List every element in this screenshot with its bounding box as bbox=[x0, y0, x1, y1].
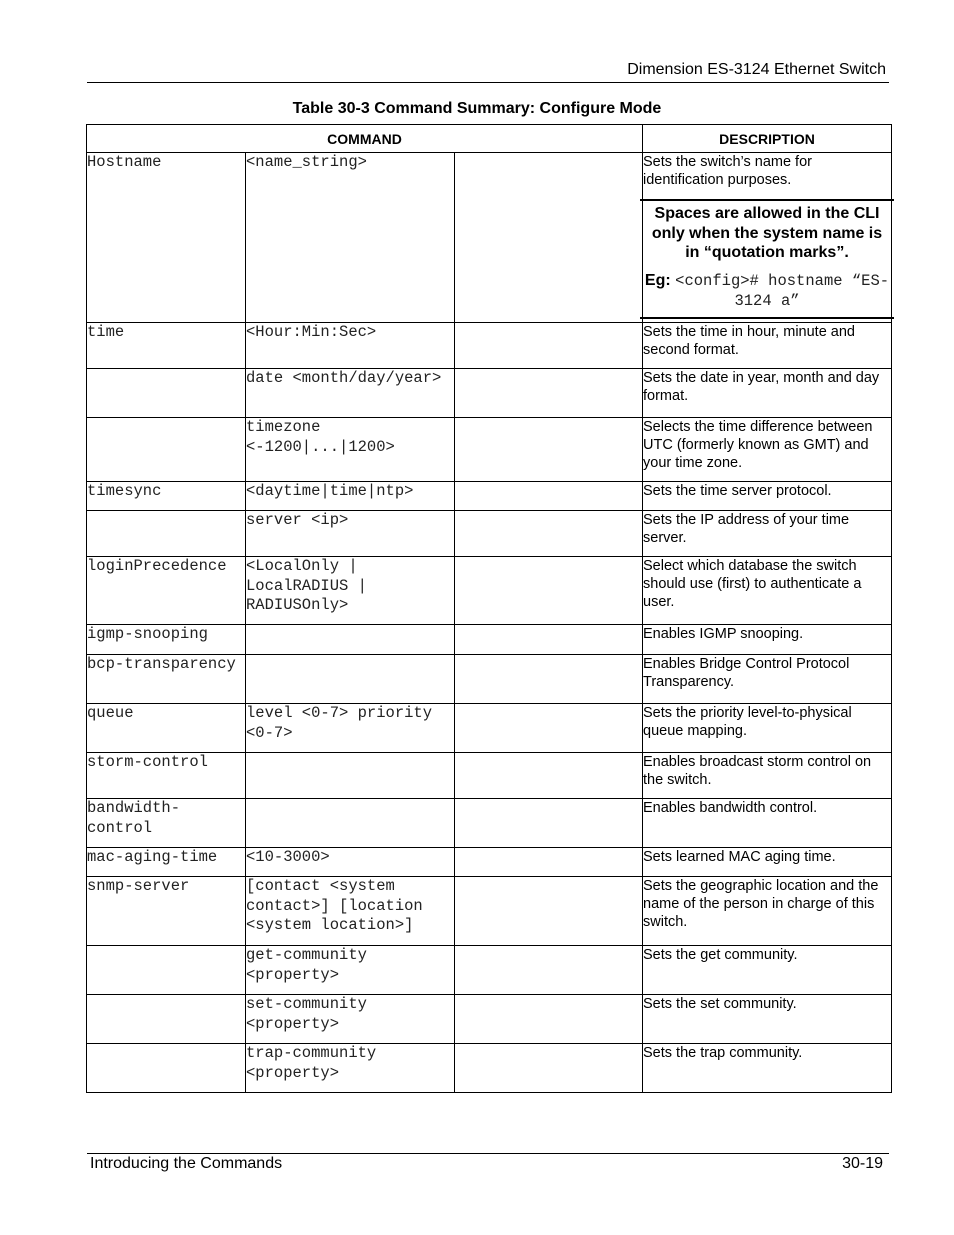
table-row bbox=[87, 625, 892, 655]
extra-cell bbox=[455, 1044, 643, 1093]
argument-cell: get-community <property> bbox=[246, 946, 455, 995]
extra-cell bbox=[455, 482, 643, 511]
command-cell: bandwidth-control bbox=[87, 799, 246, 848]
extra-cell bbox=[455, 946, 643, 995]
table-row bbox=[87, 704, 892, 753]
extra-cell bbox=[455, 557, 643, 625]
description-cell: Enables bandwidth control. bbox=[643, 799, 892, 848]
note-example-code: <config># hostname “ES-3124 a” bbox=[675, 271, 890, 310]
description-cell: Sets the IP address of your time server. bbox=[643, 511, 892, 557]
footer-rule bbox=[87, 1153, 889, 1154]
description-column-header: DESCRIPTION bbox=[643, 125, 892, 153]
description-cell: Select which database the switch should use (first) to authenticate a user. bbox=[643, 557, 892, 625]
argument-cell: <10-3000> bbox=[246, 848, 455, 877]
command-cell bbox=[87, 511, 246, 557]
note-box bbox=[640, 199, 894, 319]
note-example-label: Eg: bbox=[644, 271, 671, 289]
extra-cell bbox=[455, 848, 643, 877]
argument-cell: level <0-7> priority <0-7> bbox=[246, 704, 455, 753]
description-cell: Sets the trap community. bbox=[643, 1044, 892, 1093]
table-row bbox=[87, 369, 892, 418]
table-header-row bbox=[87, 125, 892, 153]
extra-cell bbox=[455, 369, 643, 418]
table-row bbox=[87, 946, 892, 995]
description-text: Sets the switch’s name for identification purposes. bbox=[643, 154, 812, 188]
description-cell: Selects the time difference between UTC (formerly known as GMT) and your time zone. bbox=[643, 418, 892, 482]
extra-cell bbox=[455, 704, 643, 753]
argument-cell bbox=[246, 799, 455, 848]
description-cell: Sets the time server protocol. bbox=[643, 482, 892, 511]
extra-cell bbox=[455, 511, 643, 557]
command-cell: storm-control bbox=[87, 753, 246, 799]
description-cell: Sets the time in hour, minute and second format. bbox=[643, 323, 892, 369]
argument-cell: <name_string> bbox=[246, 153, 455, 323]
command-cell bbox=[87, 995, 246, 1044]
description-cell: Sets the geographic location and the name of the person in charge of this switch. bbox=[643, 877, 892, 946]
command-cell: Hostname bbox=[87, 153, 246, 323]
argument-cell: timezone <-1200|...|1200> bbox=[246, 418, 455, 482]
argument-cell bbox=[246, 625, 455, 655]
argument-cell: [contact <system contact>] [location <system location>] bbox=[246, 877, 455, 946]
command-cell: loginPrecedence bbox=[87, 557, 246, 625]
extra-cell bbox=[455, 799, 643, 848]
argument-cell: <LocalOnly | LocalRADIUS | RADIUSOnly> bbox=[246, 557, 455, 625]
argument-cell: set-community <property> bbox=[246, 995, 455, 1044]
table-row bbox=[87, 511, 892, 557]
footer-section-title: Introducing the Commands bbox=[90, 1155, 283, 1172]
command-cell: bcp-transparency bbox=[87, 655, 246, 704]
description-cell: Sets the priority level-to-physical queue mapping. bbox=[643, 704, 892, 753]
command-column-header: COMMAND bbox=[87, 125, 643, 153]
header-rule bbox=[87, 82, 889, 83]
table-row bbox=[87, 655, 892, 704]
page-number: 30-19 bbox=[842, 1155, 883, 1172]
extra-cell bbox=[455, 655, 643, 704]
description-cell bbox=[643, 153, 892, 323]
command-cell: timesync bbox=[87, 482, 246, 511]
table-row bbox=[87, 995, 892, 1044]
extra-cell bbox=[455, 625, 643, 655]
extra-cell bbox=[455, 753, 643, 799]
command-summary-table bbox=[86, 124, 892, 1093]
extra-cell bbox=[455, 995, 643, 1044]
note-text: Spaces are allowed in the CLI only when the system name is in “quotation marks”. bbox=[651, 205, 883, 261]
description-cell: Sets the get community. bbox=[643, 946, 892, 995]
table-row bbox=[87, 153, 892, 323]
table-row bbox=[87, 1044, 892, 1093]
table-row bbox=[87, 418, 892, 482]
table-caption: Table 30-3 Command Summary: Configure Mode bbox=[292, 100, 662, 117]
command-cell bbox=[87, 1044, 246, 1093]
description-cell: Sets the date in year, month and day format. bbox=[643, 369, 892, 418]
table-row bbox=[87, 753, 892, 799]
extra-cell bbox=[455, 323, 643, 369]
description-cell: Enables Bridge Control Protocol Transparency. bbox=[643, 655, 892, 704]
command-cell: igmp-snooping bbox=[87, 625, 246, 655]
table-row bbox=[87, 323, 892, 369]
command-cell: snmp-server bbox=[87, 877, 246, 946]
argument-cell bbox=[246, 655, 455, 704]
description-cell: Sets learned MAC aging time. bbox=[643, 848, 892, 877]
table-row bbox=[87, 557, 892, 625]
extra-cell bbox=[455, 877, 643, 946]
document-title: Dimension ES-3124 Ethernet Switch bbox=[627, 61, 886, 78]
command-cell bbox=[87, 418, 246, 482]
argument-cell: trap-community <property> bbox=[246, 1044, 455, 1093]
command-cell bbox=[87, 946, 246, 995]
argument-cell bbox=[246, 753, 455, 799]
description-cell: Enables IGMP snooping. bbox=[643, 625, 892, 655]
command-cell: mac-aging-time bbox=[87, 848, 246, 877]
argument-cell: <daytime|time|ntp> bbox=[246, 482, 455, 511]
note-example bbox=[643, 271, 891, 312]
description-cell: Enables broadcast storm control on the switch. bbox=[643, 753, 892, 799]
argument-cell: server <ip> bbox=[246, 511, 455, 557]
extra-cell bbox=[455, 153, 643, 323]
table-row bbox=[87, 799, 892, 848]
extra-cell bbox=[455, 418, 643, 482]
table-row bbox=[87, 482, 892, 511]
command-cell bbox=[87, 369, 246, 418]
argument-cell: <Hour:Min:Sec> bbox=[246, 323, 455, 369]
table-row bbox=[87, 848, 892, 877]
command-cell: time bbox=[87, 323, 246, 369]
command-cell: queue bbox=[87, 704, 246, 753]
argument-cell: date <month/day/year> bbox=[246, 369, 455, 418]
table-row bbox=[87, 877, 892, 946]
description-cell: Sets the set community. bbox=[643, 995, 892, 1044]
